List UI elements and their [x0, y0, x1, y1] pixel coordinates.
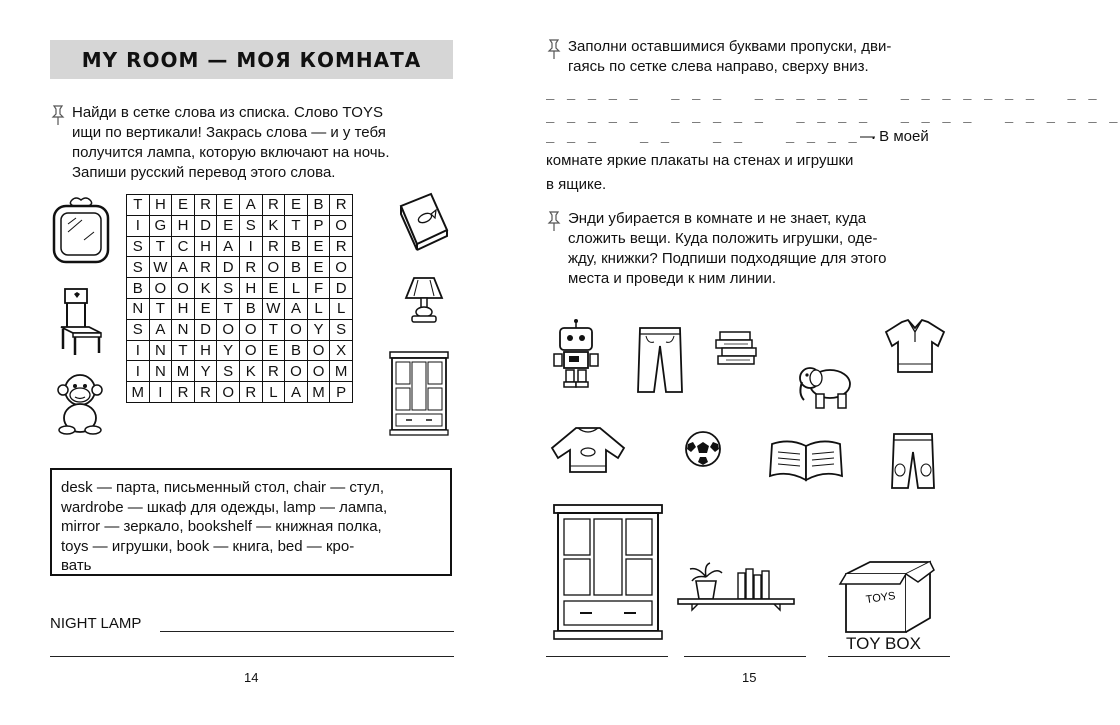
task2-instructions	[568, 37, 950, 77]
grid-cell: K	[194, 278, 217, 299]
vocabulary-box	[50, 468, 452, 576]
grid-cell: I	[149, 382, 172, 403]
toy-box-icon	[840, 556, 936, 634]
grid-cell: T	[149, 298, 172, 319]
task2-sentence	[546, 149, 950, 197]
grid-cell: M	[127, 382, 150, 403]
task1-line: Найди в сетке слова из списка. Слово TOYS	[72, 104, 383, 121]
grid-row	[127, 257, 353, 278]
grid-cell: F	[307, 278, 330, 299]
blank-row[interactable]: _ _ _ _ _ _ _ _ _ _ _ _ _ _ _ _ _ _ _ _ _ _ _	[546, 84, 1099, 100]
grid-cell: Y	[194, 361, 217, 382]
vocab-line: wardrobe — шкаф для одежды, lamp — лампа,	[61, 498, 388, 516]
sentence-inline-end: — В моей	[860, 128, 929, 145]
task1-line: получится лампа, которую включают на ночь.	[72, 144, 390, 161]
pushpin-icon	[546, 210, 562, 232]
grid-cell: B	[307, 195, 330, 216]
grid-cell: S	[239, 215, 262, 236]
grid-cell: R	[330, 236, 353, 257]
answer-label: NIGHT LAMP	[50, 615, 142, 632]
grid-cell: A	[285, 298, 308, 319]
grid-cell: S	[217, 361, 240, 382]
vocab-line: toys — игрушки, book — книга, bed — кро-	[61, 537, 355, 555]
grid-cell: M	[330, 361, 353, 382]
vocab-line: desk — парта, письменный стол, chair — стул,	[61, 479, 385, 496]
grid-cell: R	[194, 195, 217, 216]
grid-cell: P	[330, 382, 353, 403]
grid-cell: S	[127, 319, 150, 340]
grid-cell: B	[285, 340, 308, 361]
grid-cell: R	[194, 257, 217, 278]
grid-cell: B	[285, 236, 308, 257]
grid-cell: Y	[307, 319, 330, 340]
grid-cell: R	[262, 236, 285, 257]
grid-cell: I	[127, 340, 150, 361]
task3-line: места и проведи к ним линии.	[568, 270, 777, 287]
grid-row	[127, 215, 353, 236]
grid-cell: R	[239, 382, 262, 403]
label-line-wardrobe[interactable]	[546, 656, 668, 657]
grid-cell: G	[149, 215, 172, 236]
grid-cell: M	[172, 361, 195, 382]
grid-cell: T	[149, 236, 172, 257]
grid-cell: L	[307, 298, 330, 319]
grid-cell: I	[127, 361, 150, 382]
grid-cell: E	[285, 195, 308, 216]
sentence-line: комнате яркие плакаты на стенах и игрушки	[546, 152, 854, 169]
grid-row	[127, 298, 353, 319]
grid-cell: T	[217, 298, 240, 319]
answer-line[interactable]	[160, 631, 454, 632]
grid-cell: D	[330, 278, 353, 299]
grid-cell: O	[217, 319, 240, 340]
word-search-grid	[126, 194, 353, 403]
grid-cell: O	[239, 340, 262, 361]
grid-cell: R	[330, 195, 353, 216]
grid-cell: E	[307, 236, 330, 257]
grid-row	[127, 319, 353, 340]
grid-cell: H	[194, 236, 217, 257]
grid-cell: O	[217, 382, 240, 403]
grid-cell: O	[239, 319, 262, 340]
grid-cell: I	[127, 215, 150, 236]
wardrobe-icon	[550, 503, 666, 641]
wall-shelf-icon	[676, 563, 796, 613]
grid-cell: D	[217, 257, 240, 278]
grid-cell: S	[330, 319, 353, 340]
grid-cell: R	[239, 257, 262, 278]
grid-cell: N	[149, 340, 172, 361]
grid-cell: K	[262, 215, 285, 236]
grid-cell: O	[262, 257, 285, 278]
grid-row	[127, 195, 353, 216]
grid-cell: D	[194, 215, 217, 236]
toy-box-label: TOYS	[865, 590, 897, 607]
grid-cell: O	[172, 278, 195, 299]
grid-cell: R	[262, 361, 285, 382]
label-line-shelf[interactable]	[684, 656, 806, 657]
grid-cell: O	[307, 340, 330, 361]
pushpin-icon	[50, 104, 66, 126]
grid-cell: X	[330, 340, 353, 361]
task1-line: ищи по вертикали! Закрась слова — и у тебя	[72, 124, 386, 141]
table-lamp-icon	[402, 274, 446, 324]
page-number: 15	[742, 670, 757, 685]
grid-cell: O	[285, 319, 308, 340]
grid-row	[127, 278, 353, 299]
grid-cell: A	[172, 257, 195, 278]
answer-line[interactable]	[50, 656, 454, 657]
vocab-line: вать	[61, 557, 92, 574]
grid-cell: O	[330, 215, 353, 236]
grid-row	[127, 236, 353, 257]
robot-toy-icon	[552, 318, 600, 388]
grid-cell: H	[194, 340, 217, 361]
grid-cell: L	[285, 278, 308, 299]
grid-cell: E	[307, 257, 330, 278]
grid-cell: B	[127, 278, 150, 299]
polo-shirt-icon	[882, 318, 948, 376]
task1-instructions	[72, 103, 453, 183]
toy-box-caption: TOY BOX	[846, 634, 921, 653]
wardrobe-icon	[384, 350, 454, 436]
grid-cell: S	[217, 278, 240, 299]
vocab-line: mirror — зеркало, bookshelf — книжная полка,	[61, 518, 382, 535]
grid-cell: M	[307, 382, 330, 403]
grid-cell: R	[262, 195, 285, 216]
monkey-toy-icon	[52, 370, 108, 436]
grid-row	[127, 361, 353, 382]
football-icon	[684, 430, 722, 468]
task3-line: жду, книжки? Подпиши подходящие для этого	[568, 250, 887, 267]
grid-row	[127, 340, 353, 361]
grid-cell: T	[285, 215, 308, 236]
grid-cell: L	[262, 382, 285, 403]
task2-line: гаясь по сетке слева направо, сверху вниз.	[568, 58, 869, 75]
grid-cell: H	[172, 215, 195, 236]
mirror-icon	[48, 196, 114, 266]
grid-row	[127, 382, 353, 403]
grid-cell: E	[262, 340, 285, 361]
grid-cell: A	[149, 319, 172, 340]
chair-icon	[55, 287, 105, 357]
grid-cell: E	[194, 298, 217, 319]
grid-cell: H	[172, 298, 195, 319]
task3-instructions	[568, 209, 950, 289]
grid-cell: B	[239, 298, 262, 319]
blank-row[interactable]: _ _ _ _ _ _ _ _ _ _ _ .	[546, 127, 880, 143]
label-line-toybox	[828, 656, 950, 657]
grid-cell: A	[239, 195, 262, 216]
grid-cell: R	[172, 382, 195, 403]
grid-cell: E	[217, 215, 240, 236]
page-number: 14	[244, 670, 259, 685]
elephant-toy-icon	[796, 360, 856, 412]
task2-line: Заполни оставшимися буквами пропуски, дви-	[568, 38, 892, 55]
grid-cell: O	[149, 278, 172, 299]
grid-cell: K	[239, 361, 262, 382]
blank-row[interactable]: _ _ _ _ _ _ _ _ _ _ _ _ _ _ _ _ _ _ _ _ _ _ _ _	[546, 107, 1120, 123]
grid-cell: Y	[217, 340, 240, 361]
page-title: MY ROOM — МОЯ КОМНАТА	[50, 40, 453, 79]
grid-cell: T	[262, 319, 285, 340]
grid-cell: W	[149, 257, 172, 278]
grid-cell: B	[285, 257, 308, 278]
grid-cell: H	[149, 195, 172, 216]
grid-cell: O	[330, 257, 353, 278]
grid-cell: D	[194, 319, 217, 340]
grid-cell: T	[172, 340, 195, 361]
grid-cell: T	[127, 195, 150, 216]
grid-cell: I	[239, 236, 262, 257]
grid-cell: S	[127, 236, 150, 257]
grid-cell: A	[217, 236, 240, 257]
grid-cell: P	[307, 215, 330, 236]
grid-cell: R	[194, 382, 217, 403]
grid-cell: O	[307, 361, 330, 382]
grid-cell: N	[172, 319, 195, 340]
book-icon	[395, 192, 451, 252]
grid-cell: O	[285, 361, 308, 382]
grid-cell: E	[217, 195, 240, 216]
task3-line: сложить вещи. Куда положить игрушки, оде-	[568, 230, 878, 247]
grid-cell: C	[172, 236, 195, 257]
pushpin-icon	[546, 38, 562, 60]
task1-line: Запиши русский перевод этого слова.	[72, 164, 336, 181]
trousers-icon	[634, 326, 686, 396]
grid-cell: E	[172, 195, 195, 216]
grid-cell: H	[239, 278, 262, 299]
open-book-icon	[768, 436, 844, 484]
grid-cell: L	[330, 298, 353, 319]
jeans-icon	[890, 430, 936, 492]
grid-cell: N	[149, 361, 172, 382]
sweater-icon	[548, 424, 628, 476]
sentence-line: в ящике.	[546, 176, 607, 193]
grid-cell: S	[127, 257, 150, 278]
grid-cell: A	[285, 382, 308, 403]
grid-cell: E	[262, 278, 285, 299]
grid-cell: N	[127, 298, 150, 319]
grid-cell: W	[262, 298, 285, 319]
book-stack-icon	[714, 330, 760, 366]
task3-line: Энди убирается в комнате и не знает, куда	[568, 210, 867, 227]
